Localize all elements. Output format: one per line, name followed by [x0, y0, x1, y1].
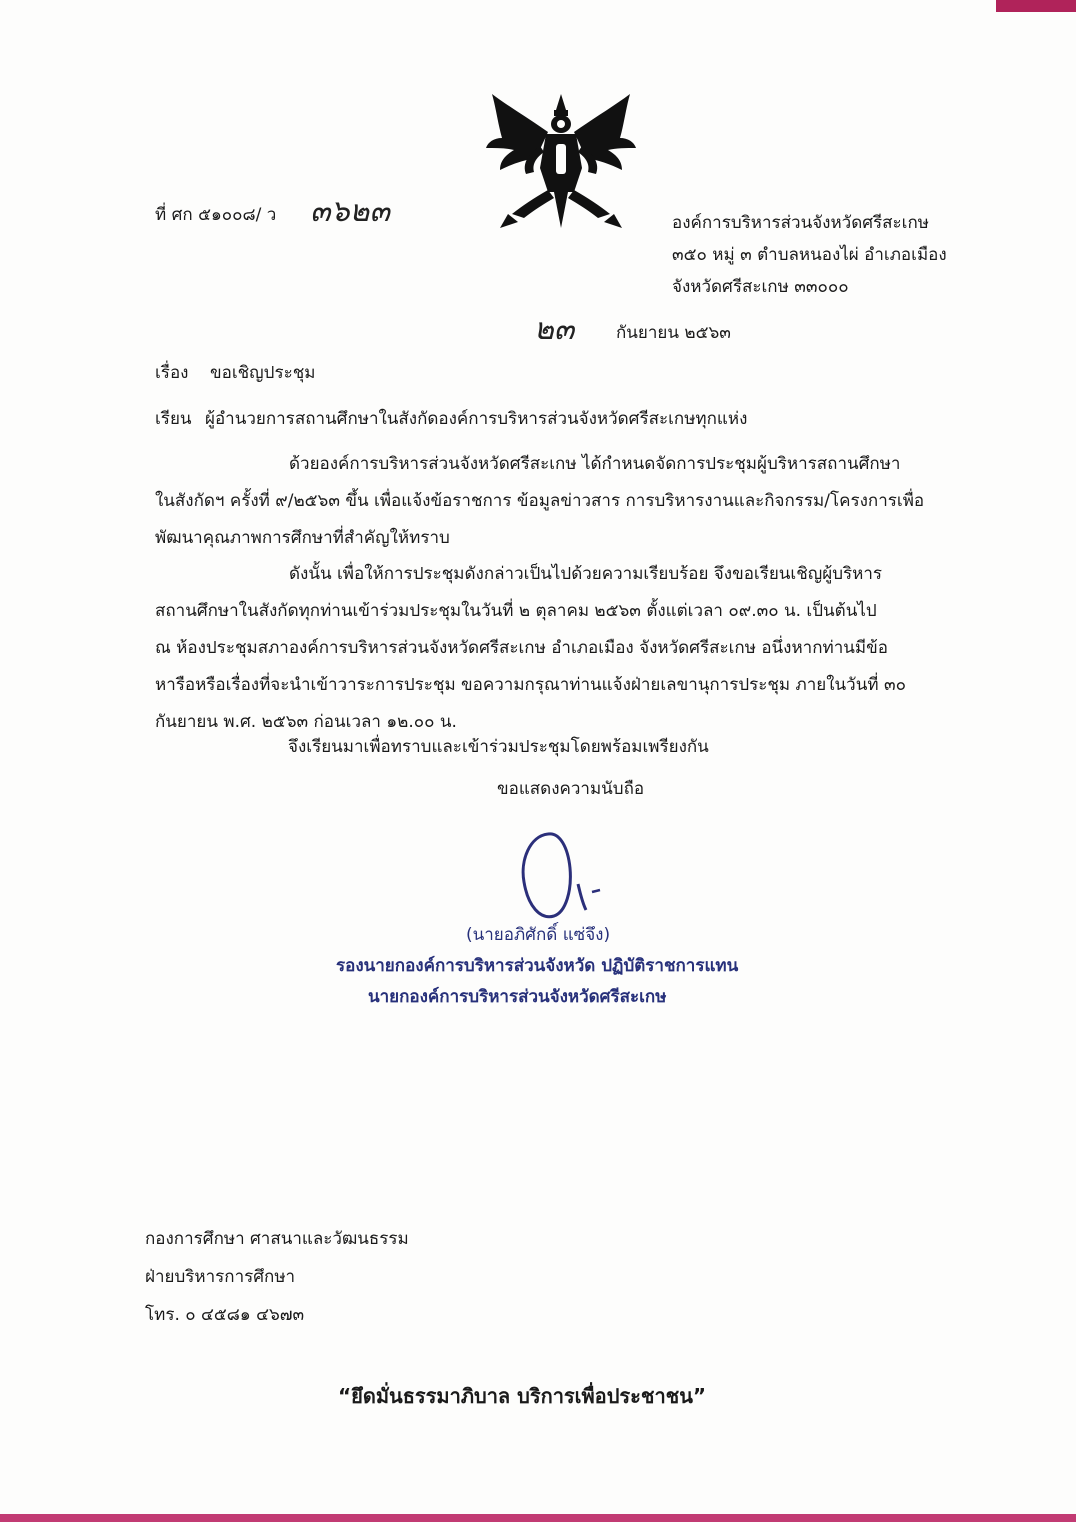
date-month-year: กันยายน ๒๕๖๓ — [616, 323, 731, 343]
paragraph-line: ณ ห้องประชุมสภาองค์การบริหารส่วนจังหวัดศรีสะเกษ อำเภอเมือง จังหวัดศรีสะเกษ อนึ่งหากท่านมีข้อ — [155, 638, 888, 658]
footer-section: ฝ่ายบริหารการศึกษา — [145, 1267, 296, 1287]
paragraph-line: หารือหรือเรื่องที่จะนำเข้าวาระการประชุม ขอความกรุณาท่านแจ้งฝ่ายเลขานุการประชุม ภายในวันที่ ๓๐ — [155, 675, 906, 695]
sender-address-line2: จังหวัดศรีสะเกษ ๓๓๐๐๐ — [672, 277, 849, 297]
footer-phone: โทร. ๐ ๔๕๘๑ ๔๖๗๓ — [145, 1305, 305, 1325]
closing-line: จึงเรียนมาเพื่อทราบและเข้าร่วมประชุมโดยพร้อมเพรียงกัน — [288, 737, 709, 757]
reference-handwritten: ๓๖๒๓ — [310, 194, 390, 229]
paragraph-line: สถานศึกษาในสังกัดทุกท่านเข้าร่วมประชุมในวันที่ ๒ ตุลาคม ๒๕๖๓ ตั้งแต่เวลา ๐๙.๓๐ น. เป็นต้นไป — [155, 601, 877, 621]
paragraph-line: กันยายน พ.ศ. ๒๕๖๓ ก่อนเวลา ๑๒.๐๐ น. — [155, 712, 457, 732]
paragraph-line: ดังนั้น เพื่อให้การประชุมดังกล่าวเป็นไปด้วยความเรียบร้อย จึงขอเรียนเชิญผู้บริหาร — [289, 564, 883, 584]
garuda-emblem-icon — [478, 88, 644, 236]
paragraph-line: ด้วยองค์การบริหารส่วนจังหวัดศรีสะเกษ ได้กำหนดจัดการประชุมผู้บริหารสถานศึกษา — [289, 454, 901, 474]
body-paragraph-2 — [155, 556, 985, 741]
signature-icon — [500, 820, 620, 930]
corner-mark — [996, 0, 1076, 12]
reference-number: ที่ ศก ๕๑๐๐๘/ ว — [155, 205, 277, 225]
paragraph-line: ในสังกัดฯ ครั้งที่ ๙/๒๕๖๓ ขึ้น เพื่อแจ้งข้อราชการ ข้อมูลข่าวสาร การบริหารงานและกิจกรรม/โครงการเพื่อ — [155, 491, 925, 511]
body-paragraph-1 — [155, 446, 985, 557]
paragraph-line: พัฒนาคุณภาพการศึกษาที่สำคัญให้ทราบ — [155, 528, 450, 548]
sender-name: องค์การบริหารส่วนจังหวัดศรีสะเกษ — [672, 213, 929, 233]
motto-text: “ยึดมั่นธรรมาภิบาล บริการเพื่อประชาชน” — [338, 1384, 707, 1408]
bottom-edge — [0, 1514, 1076, 1522]
recipient-text: ผู้อำนวยการสถานศึกษาในสังกัดองค์การบริหารส่วนจังหวัดศรีสะเกษทุกแห่ง — [205, 409, 748, 429]
signatory-position-1: รองนายกองค์การบริหารส่วนจังหวัด ปฏิบัติราชการแทน — [336, 956, 739, 976]
subject-text: ขอเชิญประชุม — [210, 363, 316, 383]
sender-address-line1: ๓๕๐ หมู่ ๓ ตำบลหนองไผ่ อำเภอเมือง — [672, 245, 947, 265]
footer-division: กองการศึกษา ศาสนาและวัฒนธรรม — [145, 1229, 409, 1249]
date-day-handwritten: ๒๓ — [534, 312, 575, 347]
subject-label: เรื่อง — [155, 363, 189, 383]
regards-text: ขอแสดงความนับถือ — [497, 779, 645, 799]
signatory-name: (นายอภิศักดิ์ แซ่จึง) — [466, 925, 611, 945]
recipient-label: เรียน — [155, 409, 192, 429]
signatory-position-2: นายกองค์การบริหารส่วนจังหวัดศรีสะเกษ — [368, 987, 667, 1007]
